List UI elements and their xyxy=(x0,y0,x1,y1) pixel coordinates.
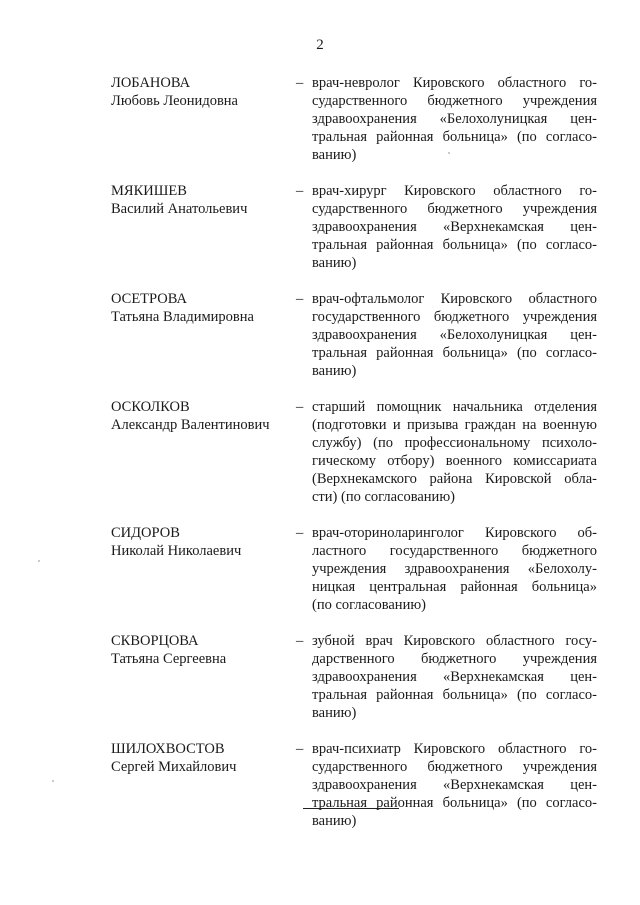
member-surname: ОСКОЛКОВ xyxy=(111,399,190,415)
member-given-name: Любовь Леонидовна xyxy=(111,93,238,109)
member-role xyxy=(312,290,597,380)
member-given-name: Татьяна Сергеевна xyxy=(111,651,227,667)
member-name xyxy=(111,632,296,668)
role-line: врач-хирург Кировского областного го- xyxy=(312,183,597,199)
member-role xyxy=(312,632,597,722)
role-line: тральная районная больница» (по согласо- xyxy=(312,687,597,703)
member-dash: – xyxy=(296,291,304,307)
role-line: сударственного бюджетного учреждения xyxy=(312,759,597,775)
member-name xyxy=(111,182,296,218)
member-given-name: Василий Анатольевич xyxy=(111,201,248,217)
role-line: службу) (по профессиональному психоло- xyxy=(312,435,597,451)
member-entry xyxy=(111,290,601,380)
member-role xyxy=(312,398,597,506)
role-line: тральная районная больница» (по согласо- xyxy=(312,795,597,811)
scan-speck xyxy=(38,560,40,562)
member-name xyxy=(111,398,296,434)
role-line: (Верхнекамского района Кировской обла- xyxy=(312,471,597,487)
member-surname: МЯКИШЕВ xyxy=(111,183,187,199)
member-surname: ШИЛОХВОСТОВ xyxy=(111,741,225,757)
role-line: старший помощник начальника отделения xyxy=(312,399,597,415)
member-role xyxy=(312,740,597,830)
member-entry xyxy=(111,398,601,506)
role-line: ванию) xyxy=(312,813,357,829)
role-line: сти) (по согласованию) xyxy=(312,489,455,505)
member-entry xyxy=(111,740,601,830)
scan-speck xyxy=(448,152,450,154)
role-line: ванию) xyxy=(312,147,357,163)
member-surname: СКВОРЦОВА xyxy=(111,633,199,649)
member-dash: – xyxy=(296,741,304,757)
member-dash: – xyxy=(296,633,304,649)
member-name xyxy=(111,740,296,776)
role-line: учреждения здравоохранения «Белохолу- xyxy=(312,561,597,577)
role-line: здравоохранения «Белохолуницкая цен- xyxy=(312,111,597,127)
role-line: здравоохранения «Верхнекамская цен- xyxy=(312,777,597,793)
member-entry xyxy=(111,74,601,164)
member-dash: – xyxy=(296,75,304,91)
role-line: врач-невролог Кировского областного го- xyxy=(312,75,597,91)
member-role xyxy=(312,524,597,614)
role-line: зубной врач Кировского областного госу- xyxy=(312,633,597,649)
role-line: (подготовки и призыва граждан на военную xyxy=(312,417,597,433)
member-name xyxy=(111,74,296,110)
member-dash: – xyxy=(296,399,304,415)
role-line: врач-офтальмолог Кировского областного xyxy=(312,291,597,307)
page-number: 2 xyxy=(316,37,324,53)
scan-speck xyxy=(52,780,54,782)
role-line: здравоохранения «Белохолуницкая цен- xyxy=(312,327,597,343)
member-entry xyxy=(111,524,601,614)
role-line: гическому отбору) военного комиссариата xyxy=(312,453,597,469)
role-line: ластного государственного бюджетного xyxy=(312,543,597,559)
member-role xyxy=(312,74,597,164)
role-line: врач-психиатр Кировского областного го- xyxy=(312,741,597,757)
member-surname: ЛОБАНОВА xyxy=(111,75,191,91)
member-name xyxy=(111,524,296,560)
role-line: ванию) xyxy=(312,705,357,721)
member-dash: – xyxy=(296,183,304,199)
member-dash: – xyxy=(296,525,304,541)
member-given-name: Николай Николаевич xyxy=(111,543,242,559)
member-entry xyxy=(111,182,601,272)
role-line: дарственного бюджетного учреждения xyxy=(312,651,597,667)
role-line: здравоохранения «Верхнекамская цен- xyxy=(312,219,597,235)
role-line: тральная районная больница» (по согласо- xyxy=(312,129,597,145)
role-line: тральная районная больница» (по согласо- xyxy=(312,237,597,253)
member-given-name: Александр Валентинович xyxy=(111,417,270,433)
member-name xyxy=(111,290,296,326)
role-line: здравоохранения «Верхнекамская цен- xyxy=(312,669,597,685)
member-entry xyxy=(111,632,601,722)
role-line: тральная районная больница» (по согласо- xyxy=(312,345,597,361)
role-line: ванию) xyxy=(312,363,357,379)
end-rule xyxy=(303,808,399,809)
member-surname: СИДОРОВ xyxy=(111,525,180,541)
members-list xyxy=(111,74,601,848)
role-line: государственного бюджетного учреждения xyxy=(312,309,597,325)
member-given-name: Сергей Михайлович xyxy=(111,759,237,775)
role-line: сударственного бюджетного учреждения xyxy=(312,93,597,109)
role-line: ницкая центральная районная больница» xyxy=(312,579,597,595)
member-surname: ОСЕТРОВА xyxy=(111,291,187,307)
role-line: ванию) xyxy=(312,255,357,271)
member-given-name: Татьяна Владимировна xyxy=(111,309,254,325)
member-role xyxy=(312,182,597,272)
role-line: врач-оториноларинголог Кировского об- xyxy=(312,525,597,541)
role-line: сударственного бюджетного учреждения xyxy=(312,201,597,217)
role-line: (по согласованию) xyxy=(312,597,426,613)
